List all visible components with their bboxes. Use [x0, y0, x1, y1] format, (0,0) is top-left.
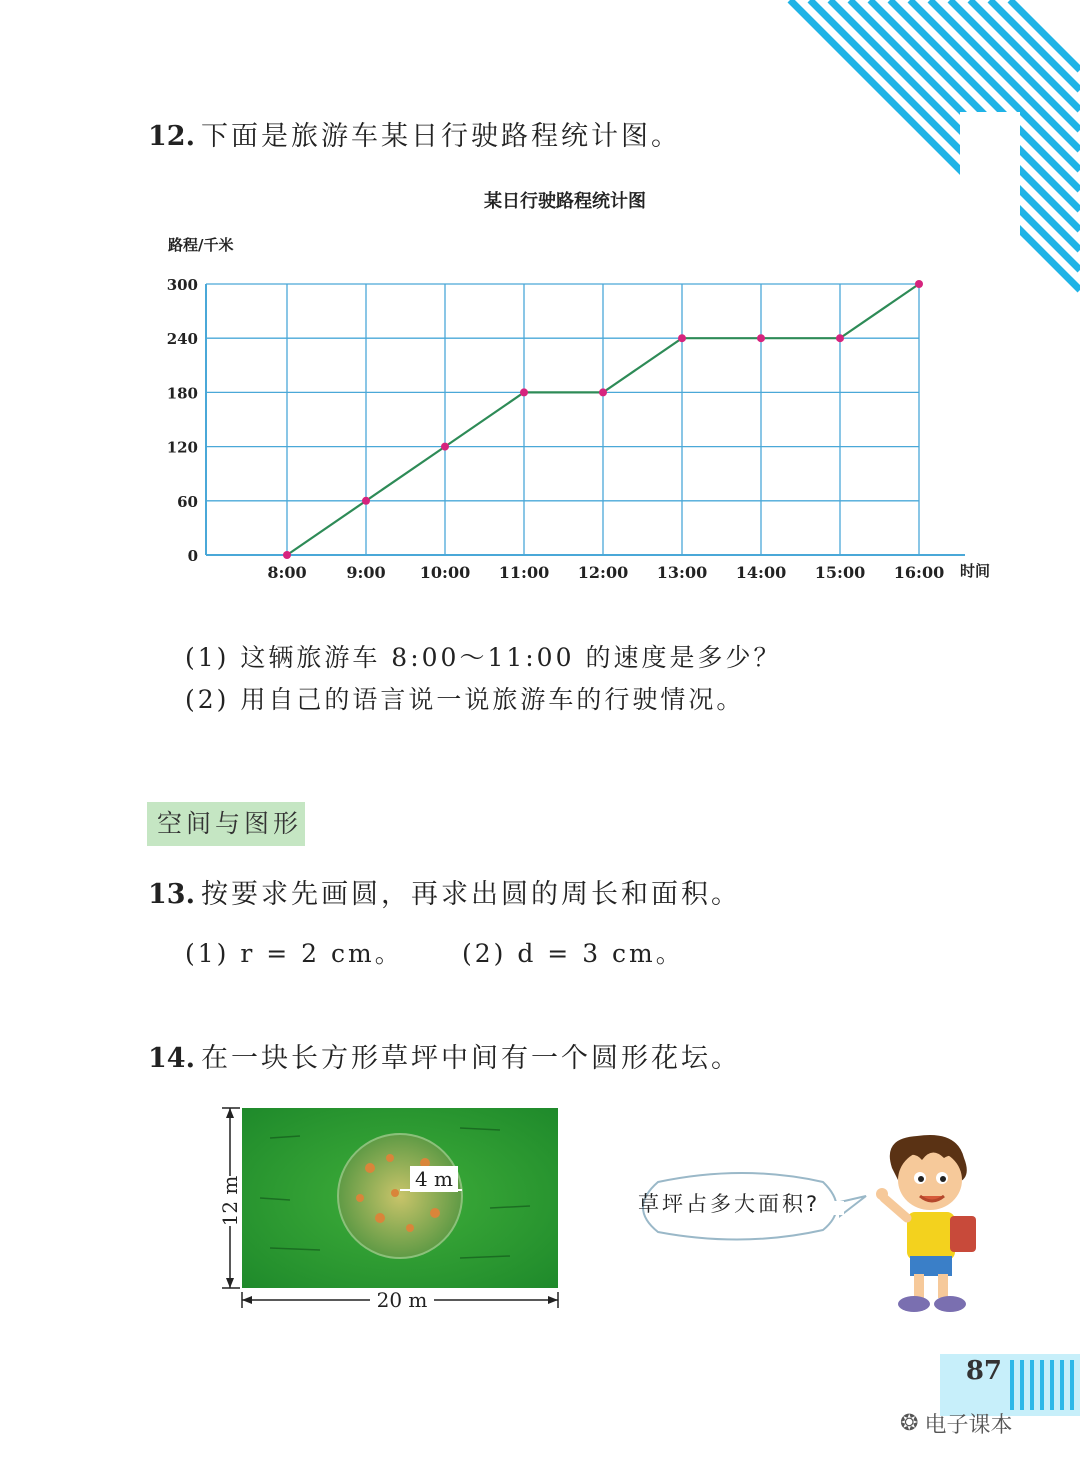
chart-y-tick-label: 180 [166, 384, 198, 403]
footer-page-decoration [940, 1354, 1080, 1416]
question-12-text: 下面是旅游车某日行驶路程统计图。 [200, 121, 681, 152]
chart-grid [206, 284, 965, 555]
chart-data-point [362, 497, 370, 505]
question-12-number: 12. [148, 121, 195, 152]
lawn-figure [210, 1098, 570, 1313]
question-13-text: 按要求先画圆，再求出圆的周长和面积。 [200, 879, 741, 910]
chart-data-point [757, 334, 765, 342]
height-label: 12 m [218, 1175, 242, 1227]
chart-x-tick-label: 10:00 [419, 563, 471, 582]
width-label: 20 m [376, 1288, 428, 1312]
watermark-text: 电子课本 [924, 1413, 1013, 1438]
chart-y-tick-labels [167, 276, 198, 565]
question-12-title [148, 114, 681, 153]
chart-x-tick-label: 11:00 [498, 563, 550, 582]
chart-data-point [599, 388, 607, 396]
chart-y-tick-label: 300 [166, 276, 198, 294]
question-12-part-2: (2) 用自己的语言说一说旅游车的行驶情况。 [185, 685, 745, 714]
radius-label: 4 m [414, 1167, 454, 1191]
chart-y-tick-label: 240 [166, 330, 198, 349]
chart-x-tick-label: 13:00 [656, 563, 708, 582]
chat-bubble-icon: ❂ [900, 1411, 919, 1436]
question-13-number: 13. [148, 879, 195, 910]
chart-y-tick-label: 0 [187, 547, 198, 565]
question-13-title [148, 872, 741, 911]
chart-data-point [915, 280, 923, 288]
speech-bubble-text: 草坪占多大面积? [638, 1192, 821, 1216]
chart-title: 某日行驶路程统计图 [484, 191, 646, 212]
chart-data-point [441, 443, 449, 451]
section-heading: 空间与图形 [147, 802, 305, 846]
chart-y-tick-label: 120 [166, 438, 198, 457]
chart-y-axis-label: 路程/千米 [168, 236, 234, 254]
chart-y-tick-label: 60 [177, 492, 198, 511]
chart-x-tick-label: 16:00 [893, 563, 945, 582]
page-number: 87 [965, 1356, 1002, 1386]
question-14-number: 14. [148, 1043, 195, 1074]
question-14-title [148, 1036, 741, 1075]
distance-line-chart [150, 180, 1010, 600]
chart-x-tick-label: 12:00 [577, 563, 629, 582]
chart-x-tick-labels [267, 563, 944, 582]
chart-data-point [836, 334, 844, 342]
chart-data-point [678, 334, 686, 342]
question-13-part-1: (1) r = 2 cm。 [185, 939, 403, 968]
cartoon-boy-illustration [862, 1128, 992, 1318]
chart-x-tick-label: 14:00 [735, 563, 787, 582]
question-14-text: 在一块长方形草坪中间有一个圆形花坛。 [200, 1043, 741, 1074]
chart-data-point [283, 551, 291, 559]
chart-x-tick-label: 9:00 [346, 563, 386, 582]
chart-x-tick-label: 8:00 [267, 563, 307, 582]
chart-x-tick-label: 15:00 [814, 563, 866, 582]
watermark [900, 1408, 1012, 1439]
question-12-part-1: (1) 这辆旅游车 8:00～11:00 的速度是多少？ [185, 643, 782, 672]
question-13-part-2: (2) d = 3 cm。 [462, 939, 684, 968]
chart-x-axis-label: 时间 [960, 562, 991, 580]
chart-data-point [520, 388, 528, 396]
